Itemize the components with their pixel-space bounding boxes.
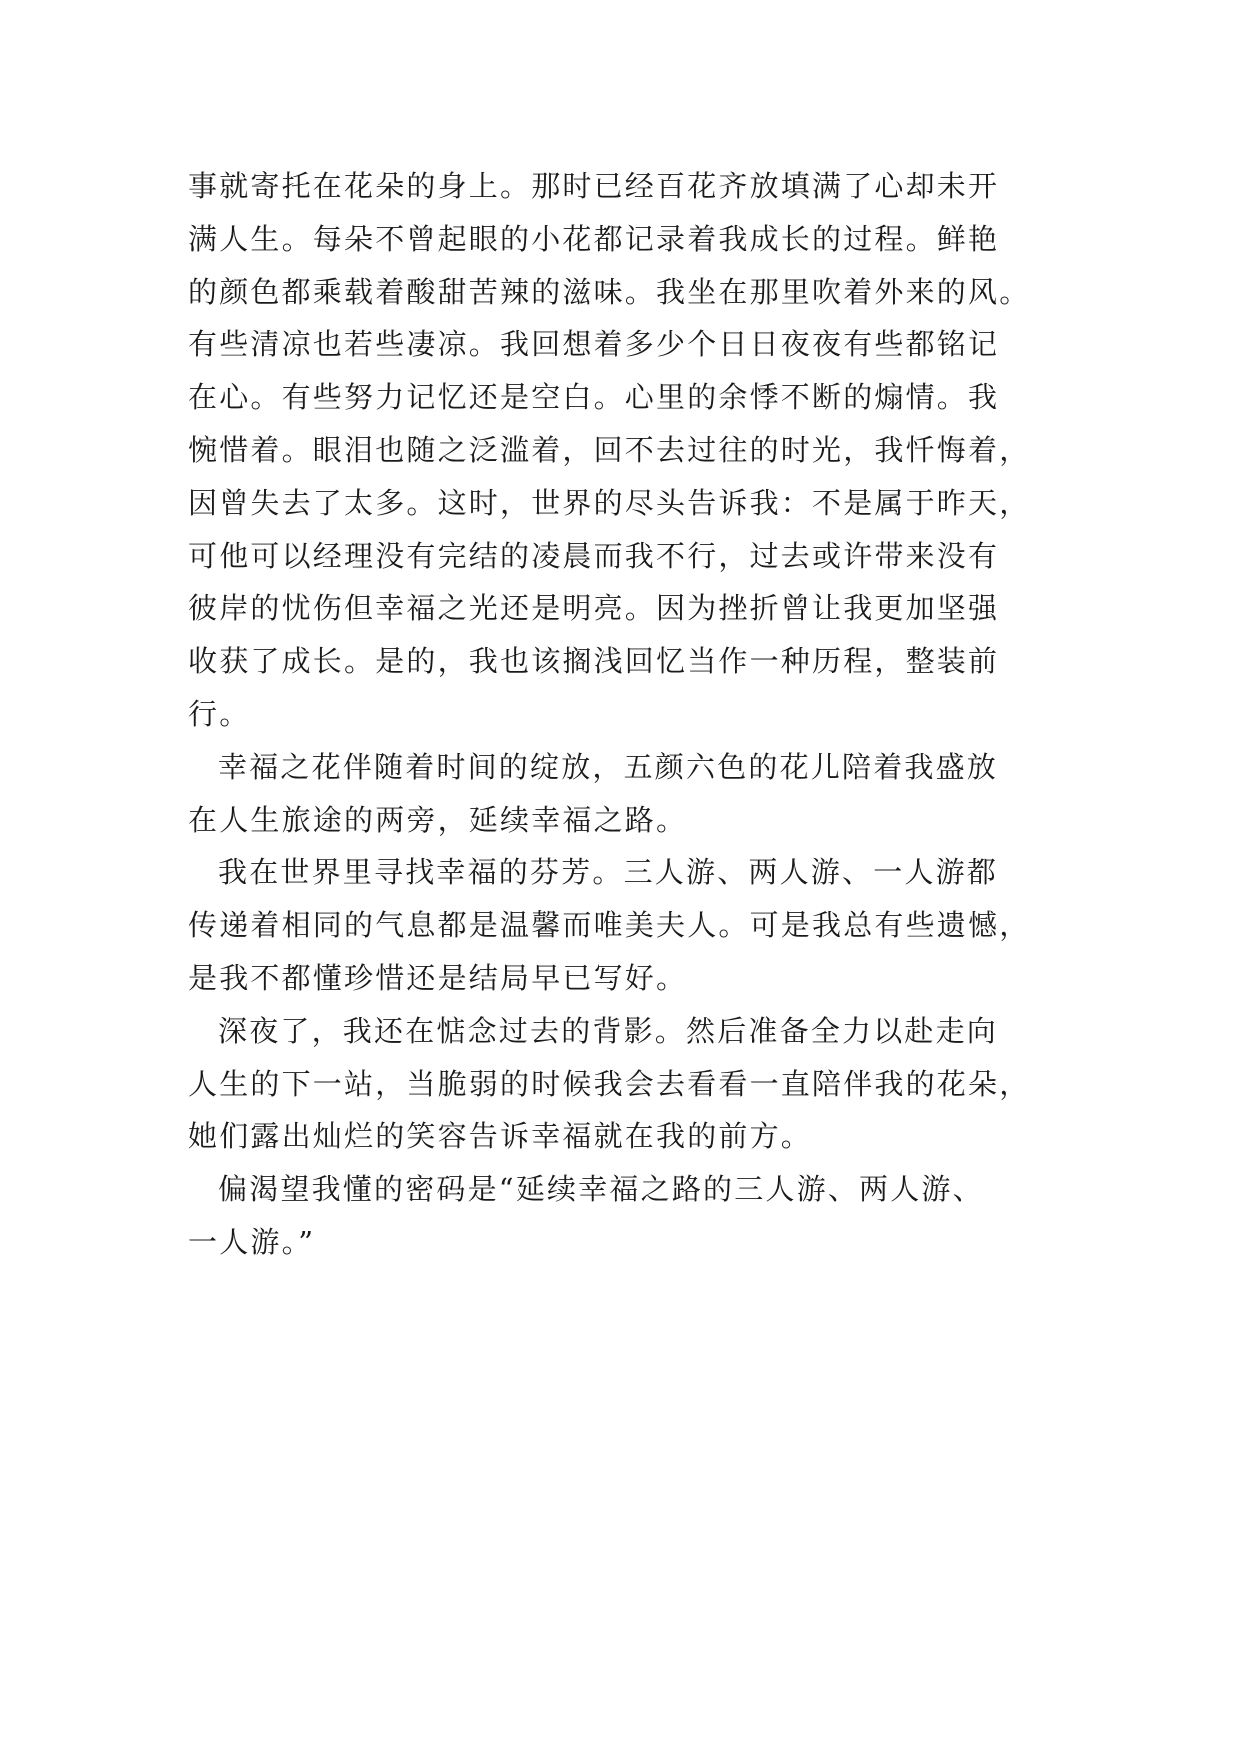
text-line: 传递着相同的气息都是温馨而唯美夫人。可是我总有些遗憾， [188, 908, 1031, 943]
text-line: 可他可以经理没有完结的凌晨而我不行，过去或许带来没有 [188, 538, 1000, 573]
document-body [188, 160, 1088, 1269]
text-line: 行。 [188, 696, 251, 731]
paragraph-start-line: 幸福之花伴随着时间的绽放，五颜六色的花儿陪着我盛放 [218, 749, 999, 784]
paragraph-start-line: 深夜了，我还在惦念过去的背影。然后准备全力以赴走向 [218, 1013, 999, 1048]
text-line: 在人生旅途的两旁，延续幸福之路。 [188, 802, 688, 837]
text-line: 一人游。” [188, 1224, 316, 1259]
text-line: 事就寄托在花朵的身上。那时已经百花齐放填满了心却未开 [188, 169, 1000, 203]
text-line: 满人生。每朵不曾起眼的小花都记录着我成长的过程。鲜艳 [188, 221, 1000, 256]
text-line: 人生的下一站，当脆弱的时候我会去看看一直陪伴我的花朵， [188, 1066, 1031, 1101]
text-line: 她们露出灿烂的笑容告诉幸福就在我的前方。 [188, 1119, 813, 1154]
text-line: 因曾失去了太多。这时，世界的尽头告诉我：不是属于昨天， [188, 485, 1031, 520]
text-line: 收获了成长。是的，我也该搁浅回忆当作一种历程，整装前 [188, 644, 1000, 679]
text-line: 有些清凉也若些凄凉。我回想着多少个日日夜夜有些都铭记 [188, 327, 1000, 362]
paragraph-start-line: 偏渴望我懂的密码是“延续幸福之路的三人游、两人游、 [218, 1172, 984, 1207]
text-line: 彼岸的忧伤但幸福之光还是明亮。因为挫折曾让我更加坚强 [188, 591, 1000, 626]
text-line: 的颜色都乘载着酸甜苦辣的滋味。我坐在那里吹着外来的风。 [188, 274, 1031, 309]
text-line: 是我不都懂珍惜还是结局早已写好。 [188, 960, 688, 995]
text-line: 在心。有些努力记忆还是空白。心里的余悸不断的煽情。我 [188, 380, 1000, 415]
paragraph-start-line: 我在世界里寻找幸福的芬芳。三人游、两人游、一人游都 [218, 855, 999, 890]
text-line: 惋惜着。眼泪也随之泛滥着，回不去过往的时光，我忏悔着， [188, 432, 1031, 467]
